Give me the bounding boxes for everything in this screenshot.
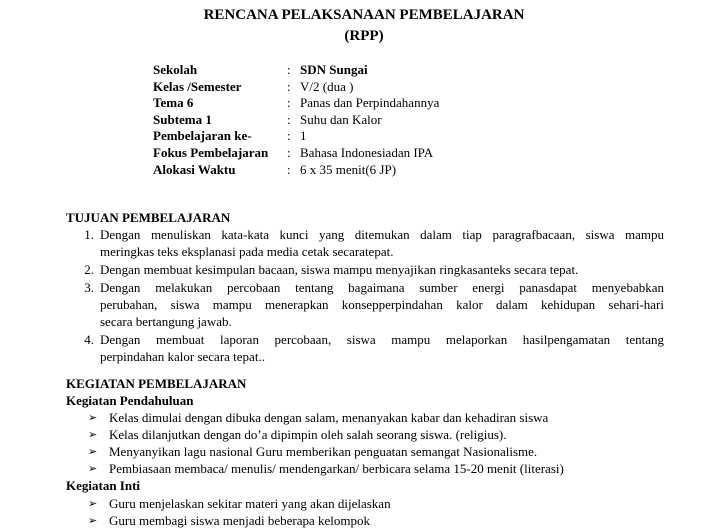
list-item bbox=[88, 495, 688, 512]
list-item-text: Guru membagi siswa menjadi beberapa kelompok bbox=[109, 513, 371, 528]
info-row-tema bbox=[153, 94, 439, 111]
arrow-bullet-icon: ➢ bbox=[88, 445, 98, 458]
item-number: 3. bbox=[84, 280, 94, 295]
info-value: Bahasa Indonesiadan IPA bbox=[300, 144, 434, 160]
info-row-pembelajaran bbox=[153, 127, 439, 144]
item-line: secara bertangung jawab. bbox=[100, 314, 232, 329]
arrow-bullet-icon: ➢ bbox=[88, 462, 98, 475]
list-item bbox=[88, 512, 688, 529]
document-subtitle: (RPP) bbox=[344, 28, 384, 44]
item-number: 4. bbox=[84, 332, 94, 347]
tujuan-item bbox=[66, 279, 664, 330]
arrow-bullet-icon: ➢ bbox=[88, 497, 98, 510]
info-row-alokasi bbox=[153, 161, 439, 178]
arrow-bullet-icon: ➢ bbox=[88, 514, 98, 527]
info-colon: : bbox=[287, 144, 291, 160]
arrow-bullet-icon: ➢ bbox=[88, 428, 98, 441]
info-row-subtema bbox=[153, 111, 439, 128]
identity-table bbox=[153, 61, 439, 177]
list-item-text: Menyanyikan lagu nasional Guru memberikan penguatan semangat Nasionalisme. bbox=[109, 444, 538, 459]
info-label: Kelas /Semester bbox=[153, 78, 242, 94]
list-item-text: Kelas dilanjutkan dengan do’a dipimpin oleh salah seorang siswa. (religius). bbox=[109, 427, 507, 442]
inti-list bbox=[88, 495, 688, 529]
pendahuluan-heading: Kegiatan Pendahuluan bbox=[66, 393, 194, 408]
item-line: Dengan melakukan percobaan tentang bagaimana sumber energi panasdapat menyebabkan bbox=[100, 280, 664, 295]
info-value: 1 bbox=[300, 128, 307, 144]
item-line: Dengan membuat kesimpulan bacaan, siswa mampu menyajikan ringkasanteks secara tepat. bbox=[100, 262, 579, 277]
info-colon: : bbox=[287, 111, 291, 127]
info-colon: : bbox=[287, 78, 291, 94]
inti-heading: Kegiatan Inti bbox=[66, 478, 141, 493]
info-value: Suhu dan Kalor bbox=[300, 111, 382, 127]
info-row-kelas bbox=[153, 78, 439, 95]
item-line: perubahan, siswa mampu menerapkan konsepperpindahan kalor dalam kehidupan sehari-hari bbox=[100, 297, 664, 312]
tujuan-item bbox=[66, 261, 664, 278]
info-label: Tema 6 bbox=[153, 95, 194, 111]
item-number: 1. bbox=[84, 227, 94, 242]
info-value: Panas dan Perpindahannya bbox=[300, 95, 440, 111]
document-title: RENCANA PELAKSANAAN PEMBELAJARAN bbox=[203, 7, 525, 23]
info-label: Sekolah bbox=[153, 62, 198, 77]
arrow-bullet-icon: ➢ bbox=[88, 411, 98, 424]
info-label: Fokus Pembelajaran bbox=[153, 144, 269, 160]
list-item bbox=[88, 409, 688, 426]
kegiatan-heading: KEGIATAN PEMBELAJARAN bbox=[66, 376, 247, 391]
info-colon: : bbox=[287, 161, 291, 177]
tujuan-heading: TUJUAN PEMBELAJARAN bbox=[66, 210, 231, 225]
tujuan-item bbox=[66, 331, 664, 365]
info-colon: : bbox=[287, 62, 291, 77]
list-item bbox=[88, 443, 688, 460]
list-item bbox=[88, 426, 688, 443]
info-label: Pembelajaran ke- bbox=[153, 128, 252, 144]
info-label: Subtema 1 bbox=[153, 111, 212, 127]
item-line: meringkas teks eksplanasi pada media cetak secaratepat. bbox=[100, 244, 394, 259]
list-item-text: Kelas dimulai dengan dibuka dengan salam, menanyakan kabar dan kehadiran siswa bbox=[109, 410, 549, 425]
info-row-sekolah bbox=[153, 61, 439, 78]
item-line: Dengan membuat laporan percobaan, siswa mampu melaporkan hasilpengamatan tentang bbox=[100, 332, 664, 347]
list-item-text: Guru menjelaskan sekitar materi yang akan dijelaskan bbox=[109, 496, 391, 511]
info-value: V/2 (dua ) bbox=[300, 78, 354, 94]
info-row-fokus bbox=[153, 144, 439, 161]
tujuan-item bbox=[66, 226, 664, 260]
item-number: 2. bbox=[84, 262, 94, 277]
pendahuluan-list bbox=[88, 409, 688, 477]
info-colon: : bbox=[287, 128, 291, 144]
list-item bbox=[88, 460, 688, 477]
list-item-text: Pembiasaan membaca/ menulis/ mendengarkan/ berbicara selama 15-20 menit (literasi) bbox=[109, 461, 564, 476]
tujuan-list bbox=[66, 226, 664, 366]
info-value: SDN Sungai bbox=[300, 62, 368, 77]
info-label: Alokasi Waktu bbox=[153, 161, 236, 177]
item-line: Dengan menuliskan kata-kata kunci yang ditemukan dalam tiap paragrafbacaan, siswa mampu bbox=[100, 227, 664, 242]
info-colon: : bbox=[287, 95, 291, 111]
item-line: perpindahan kalor secara tepat.. bbox=[100, 349, 265, 364]
info-value: 6 x 35 menit(6 JP) bbox=[300, 161, 397, 177]
